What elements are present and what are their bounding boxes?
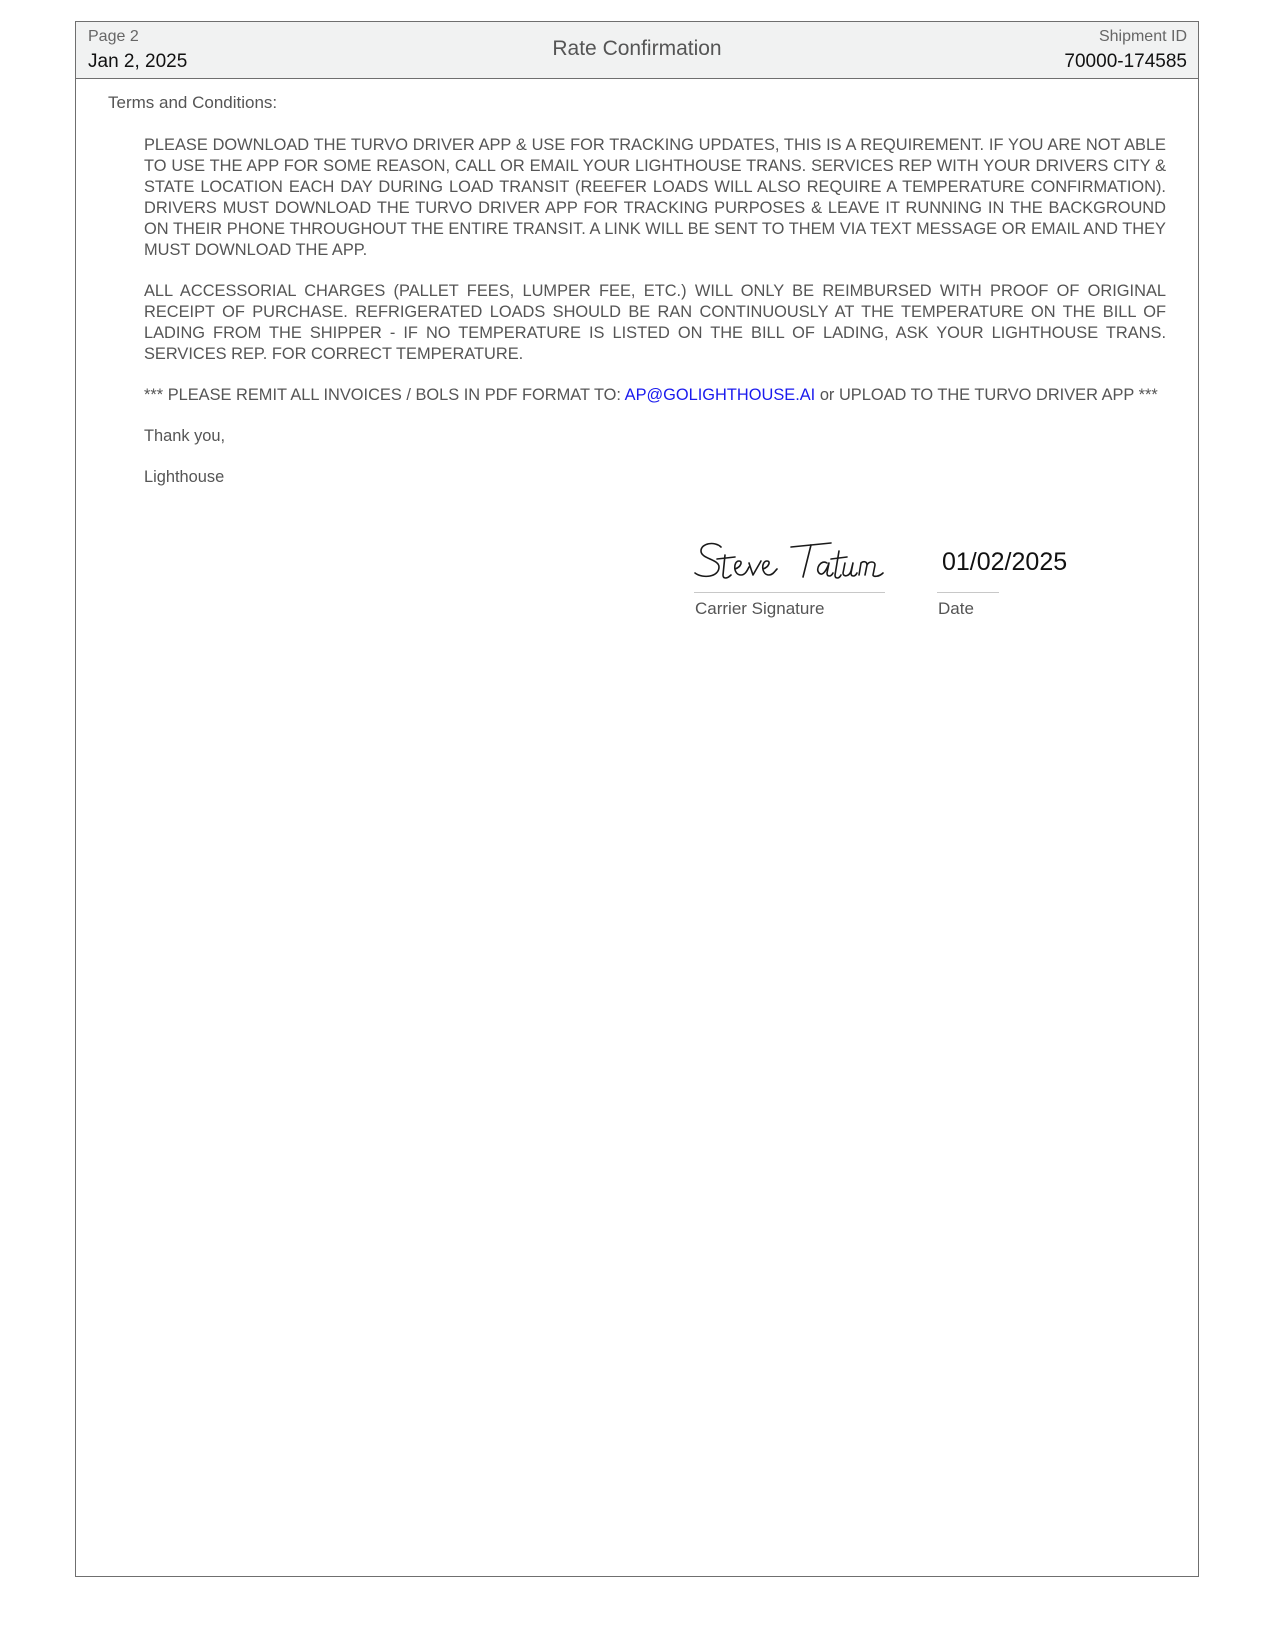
page-title: Rate Confirmation [552, 37, 722, 60]
shipment-id-value: 70000-174585 [1064, 51, 1187, 72]
terms-paragraph-remit [144, 385, 1166, 406]
handwritten-signature [691, 535, 891, 591]
signature-date-block [937, 535, 1077, 618]
signature-date-value: 01/02/2025 [942, 548, 1068, 576]
closing-line: Thank you, [144, 427, 226, 445]
company-name: Lighthouse [144, 468, 225, 486]
date-label: Date [938, 599, 974, 618]
remit-prefix: *** PLEASE REMIT ALL INVOICES / BOLS IN PDF FORMAT TO: [144, 386, 621, 404]
remit-email-link[interactable]: AP@GOLIGHTHOUSE.AI [624, 386, 816, 404]
terms-body [144, 135, 1166, 508]
remit-suffix: or UPLOAD TO THE TURVO DRIVER APP *** [819, 386, 1158, 404]
signature-line [694, 592, 885, 593]
page-header [76, 22, 1198, 79]
terms-paragraph-tracking: PLEASE DOWNLOAD THE TURVO DRIVER APP & USE FOR TRACKING UPDATES, THIS IS A REQUIREMENT. IF YOU ARE NOT ABLE TO USE THE APP FOR SOME REASON, CALL OR EMAIL YOUR LIGHTHOUSE TRANS. SERVICES REP WITH YOUR DRIVERS CITY & STATE LOCATION EACH DAY DURING LOAD TRANSIT (REEFER LOADS WILL ALSO REQUIRE A TEMPERATURE CONFIRMATION). DRIVERS MUST DOWNLOAD THE TURVO DRIVER APP FOR TRACKING PURPOSES & LEAVE IT RUNNING IN THE BACKGROUND ON THEIR PHONE THROUGHOUT THE ENTIRE TRANSIT. A LINK WILL BE SENT TO THEM VIA TEXT MESSAGE OR EMAIL AND THEY MUST DOWNLOAD THE APP. [144, 136, 1166, 259]
document-date: Jan 2, 2025 [88, 51, 188, 72]
signature-label: Carrier Signature [695, 599, 825, 618]
terms-paragraph-accessorial: ALL ACCESSORIAL CHARGES (PALLET FEES, LUMPER FEE, ETC.) WILL ONLY BE REIMBURSED WITH PROOF OF ORIGINAL RECEIPT OF PURCHASE. REFRIGERATED LOADS SHOULD BE RAN CONTINUOUSLY AT THE TEMPERATURE ON THE BILL OF LADING FROM THE SHIPPER - IF NO TEMPERATURE IS LISTED ON THE BILL OF LADING, ASK YOUR LIGHTHOUSE TRANS. SERVICES REP. FOR CORRECT TEMPERATURE. [144, 282, 1166, 363]
carrier-signature-block [691, 535, 891, 618]
terms-heading: Terms and Conditions: [108, 93, 278, 112]
date-line [937, 592, 999, 593]
shipment-id-label: Shipment ID [1098, 28, 1187, 45]
document-page [75, 21, 1199, 1577]
page-number: Page 2 [88, 28, 139, 45]
